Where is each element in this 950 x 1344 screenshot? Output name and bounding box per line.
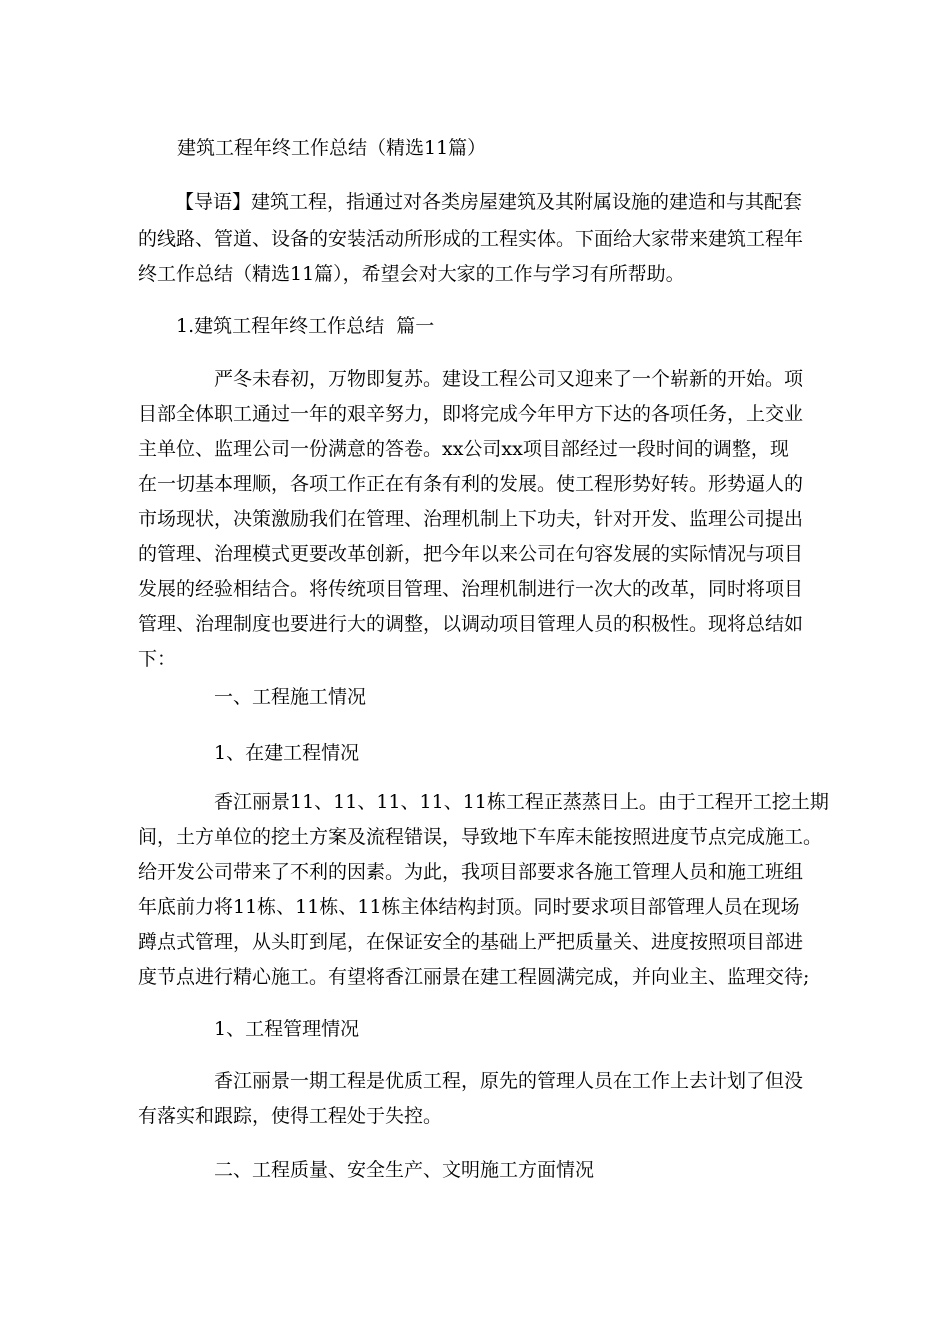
para2-line-5: 蹲点式管理，从头盯到尾，在保证安全的基础上严把质量关、进度按照项目部进 (138, 931, 804, 953)
para2-line-2: 间，土方单位的挖土方案及流程错误，导致地下车库未能按照进度节点完成施工。 (138, 826, 823, 848)
para3-line-2: 有落实和跟踪，使得工程处于失控。 (138, 1105, 443, 1127)
para1-line-3: 主单位、监理公司一份满意的答卷。xx公司xx项目部经过一段时间的调整，现 (138, 438, 789, 460)
para3-line-1: 香江丽景一期工程是优质工程，原先的管理人员在工作上去计划了但没 (214, 1070, 804, 1092)
para1-line-9: 下： (138, 648, 177, 670)
para1-line-4: 在一切基本理顺，各项工作正在有条有利的发展。使工程形势好转。形势逼人的 (138, 473, 804, 495)
para1-line-7: 发展的经验相结合。将传统项目管理、治理机制进行一次大的改革，同时将项目 (138, 578, 804, 600)
intro-line-3: 终工作总结（精选11篇），希望会对大家的工作与学习有所帮助。 (138, 263, 685, 285)
para1-line-2: 目部全体职工通过一年的艰辛努力，即将完成今年甲方下达的各项任务，上交业 (138, 403, 804, 425)
para2-line-4: 年底前力将11栋、11栋、11栋主体结构封顶。同时要求项目部管理人员在现场 (138, 896, 800, 918)
para2-line-6: 度节点进行精心施工。有望将香江丽景在建工程圆满完成，并向业主、监理交待; (138, 966, 810, 988)
intro-line-2: 的线路、管道、设备的安装活动所形成的工程实体。下面给大家带来建筑工程年 (138, 228, 804, 250)
para2-line-3: 给开发公司带来了不利的因素。为此，我项目部要求各施工管理人员和施工班组 (138, 861, 804, 883)
para1-line-5: 市场现状，决策激励我们在管理、治理机制上下功夫，针对开发、监理公司提出 (138, 508, 804, 530)
heading-construction-status: 一、工程施工情况 (214, 686, 367, 708)
heading-quality-safety: 二、工程质量、安全生产、文明施工方面情况 (214, 1159, 595, 1181)
section1-heading: 1.建筑工程年终工作总结 篇一 (176, 315, 435, 337)
para1-line-1: 严冬未春初，万物即复苏。建设工程公司又迎来了一个崭新的开始。项 (214, 368, 804, 390)
heading-ongoing-projects: 1、在建工程情况 (214, 742, 360, 764)
heading-project-management: 1、工程管理情况 (214, 1018, 360, 1040)
document-title: 建筑工程年终工作总结（精选11篇） (177, 137, 487, 159)
para2-line-1: 香江丽景11、11、11、11、11栋工程正蒸蒸日上。由于工程开工挖土期 (214, 791, 829, 813)
para1-line-6: 的管理、治理模式更要改革创新，把今年以来公司在句容发展的实际情况与项目 (138, 543, 804, 565)
para1-line-8: 管理、治理制度也要进行大的调整，以调动项目管理人员的积极性。现将总结如 (138, 613, 804, 635)
intro-line-1: 【导语】建筑工程，指通过对各类房屋建筑及其附属设施的建造和与其配套 (175, 191, 803, 213)
